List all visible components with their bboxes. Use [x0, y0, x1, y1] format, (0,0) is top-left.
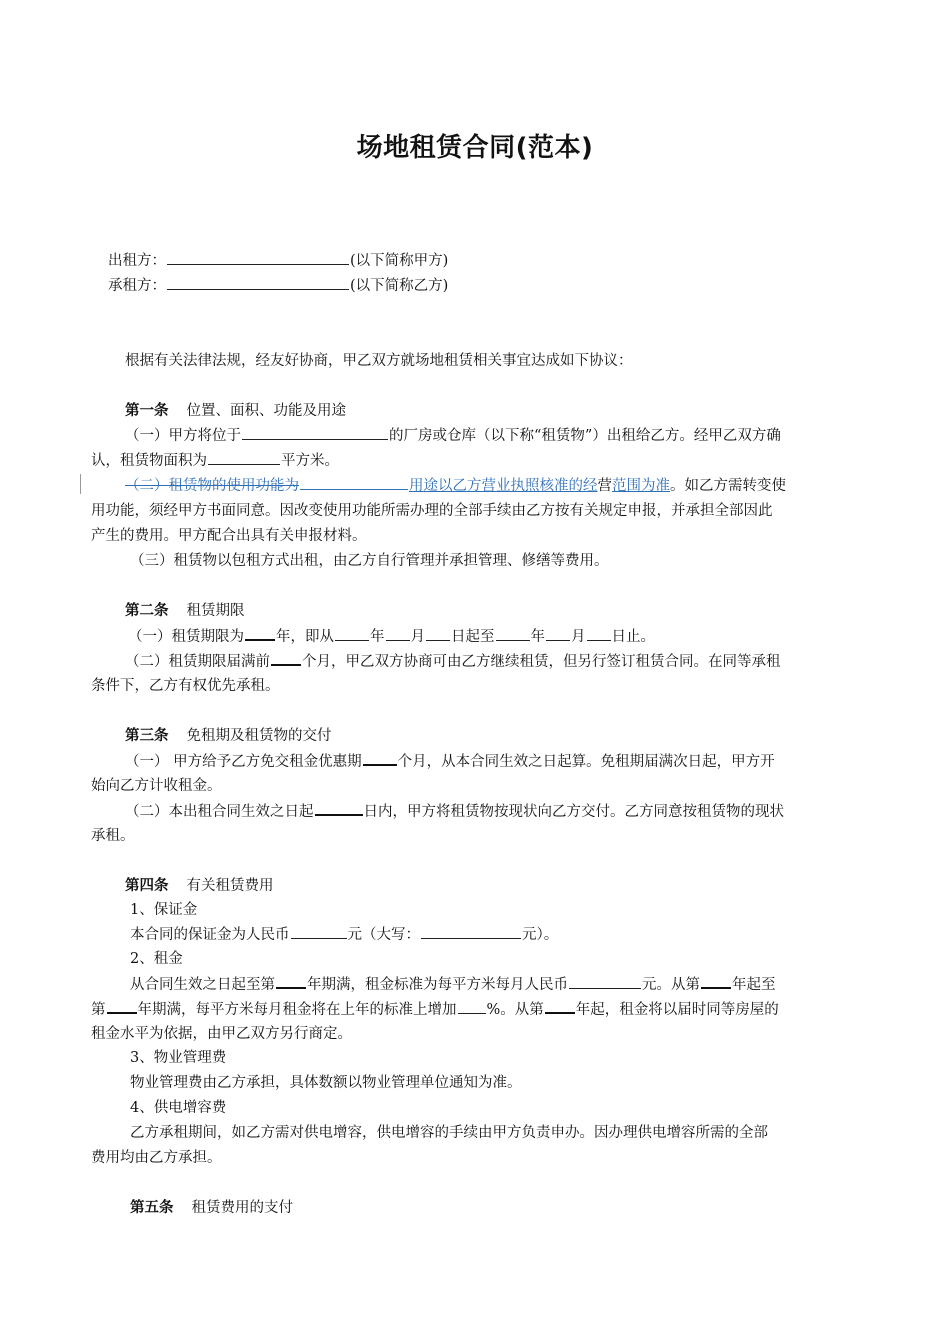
article-5-number: 第五条	[130, 1200, 174, 1216]
revision-mark-bar	[80, 474, 81, 494]
art1-p3: （三）租赁物以包租方式出租，由乙方自行管理并承担管理、修缮等费用。	[130, 553, 609, 569]
power-fee-title: 4、供电增容费	[130, 1100, 227, 1116]
art3-p2-text-b: 日内，甲方将租赁物按现状向乙方交付。乙方同意按租赁物的现状	[363, 804, 784, 820]
art2-text-b: 年，即从	[276, 629, 334, 645]
rent-line2	[91, 999, 779, 1020]
article-3-number: 第三条	[125, 728, 169, 744]
art2-text-a: （一）租赁期限为	[128, 629, 244, 645]
art1-p1-text-c: 认，租赁物面积为	[91, 453, 207, 469]
rent-free-months-blank[interactable]	[363, 751, 397, 766]
art1-p1-text-d: 平方米。	[281, 453, 339, 469]
article-2-number: 第二条	[125, 603, 169, 619]
article-2-title: 租赁期限	[186, 603, 245, 619]
lessor-line	[108, 251, 448, 271]
art3-p1-line1	[125, 751, 775, 772]
art2-p1	[128, 626, 655, 647]
start-day-blank[interactable]	[426, 627, 450, 641]
article-1-title: 位置、面积、功能及用途	[186, 403, 346, 419]
deposit-text-b: 元（大写：	[347, 927, 420, 943]
art3-p1-text-b: 个月，从本合同生效之日起算。免租期届满次日起，甲方开	[397, 754, 775, 770]
lessor-label: 出租方：	[108, 253, 166, 269]
location-blank[interactable]	[242, 426, 388, 440]
art1-p1-line1	[125, 426, 781, 446]
rent-text-g: %。从第	[486, 1002, 544, 1018]
lessor-blank[interactable]	[167, 251, 349, 265]
rent-text-e: 第	[91, 1002, 106, 1018]
art3-p1-line2: 始向乙方计收租金。	[91, 778, 222, 794]
article-2-heading	[125, 601, 245, 621]
art2-text-h: 日止。	[611, 629, 655, 645]
art3-p2-text-a: （二）本出租合同生效之日起	[125, 804, 314, 820]
article-1-number: 第一条	[125, 403, 169, 419]
article-1-heading	[125, 401, 346, 421]
rent-text-f: 年期满，每平方米每月租金将在上年的标准上增加	[137, 1002, 457, 1018]
lessee-label: 承租方：	[108, 278, 166, 294]
article-4-title: 有关租赁费用	[186, 878, 274, 894]
renewal-months-blank[interactable]	[271, 651, 301, 666]
article-5-title: 租赁费用的支付	[191, 1200, 293, 1216]
end-month-blank[interactable]	[546, 627, 570, 641]
art2-text-f: 年	[530, 629, 545, 645]
rent-title: 2、租金	[130, 951, 183, 967]
lessee-blank[interactable]	[167, 276, 349, 290]
art1-p1-text-b: 的厂房或仓库（以下称“租赁物”）出租给乙方。经甲乙双方确	[389, 428, 781, 444]
area-blank[interactable]	[208, 451, 280, 465]
article-3-title: 免租期及租赁物的交付	[186, 728, 332, 744]
art2-text-d: 月	[410, 629, 425, 645]
article-5-heading	[130, 1198, 293, 1218]
art2-text-c: 年	[370, 629, 385, 645]
start-year-blank[interactable]	[335, 627, 369, 641]
increase-percent-blank[interactable]	[458, 1000, 486, 1014]
intro-paragraph: 根据有关法律法规，经友好协商，甲乙双方就场地租赁相关事宜达成如下协议：	[125, 353, 633, 369]
article-3-heading	[125, 726, 332, 746]
page-title: 场地租赁合同(范本)	[356, 133, 594, 163]
art3-p2-line2: 承租。	[91, 828, 135, 844]
lessee-suffix: (以下简称乙方)	[350, 278, 449, 294]
art3-p1-text-a: （一） 甲方给予乙方免交租金优惠期	[125, 754, 362, 770]
deposit-amount-blank[interactable]	[291, 925, 347, 939]
art1-p2-line2: 用功能，须经甲方书面同意。因改变使用功能所需办理的全部手续由乙方按有关规定申报，并承担全部因此	[91, 503, 773, 519]
increase-start-year-blank[interactable]	[701, 974, 731, 989]
deposit-text-c: 元）。	[522, 927, 559, 943]
art2-text-e: 日起至	[451, 629, 495, 645]
power-fee-line1: 乙方承租期间，如乙方需对供电增容，供电增容的手续由甲方负责申办。因办理供电增容所需的全部	[130, 1125, 768, 1141]
plain-text: 营	[597, 478, 612, 494]
art1-p2-line3: 产生的费用。甲方配合出具有关申报材料。	[91, 528, 367, 544]
deposit-line	[130, 925, 558, 945]
rent-text-c: 元。从第	[642, 977, 700, 993]
term-years-blank[interactable]	[245, 626, 275, 641]
article-4-heading	[125, 876, 274, 896]
end-day-blank[interactable]	[587, 627, 611, 641]
property-fee-text: 物业管理费由乙方承担，具体数额以物业管理单位通知为准。	[130, 1075, 522, 1091]
rent-line3: 租金水平为依据，由甲乙双方另行商定。	[91, 1026, 352, 1042]
art2-p2-text-b: 个月，甲乙双方协商可由乙方继续租赁，但另行签订租赁合同。在同等承租	[302, 654, 781, 670]
art1-p1-text-a: （一）甲方将位于	[125, 428, 241, 444]
art1-p1-line2	[91, 451, 339, 471]
art2-text-g: 月	[571, 629, 586, 645]
revised-text-1: 用途以乙方营业执照核准的经	[409, 478, 598, 494]
rent-line1	[130, 974, 776, 995]
end-year-blank[interactable]	[496, 627, 530, 641]
revised-text-2: 范围为准	[612, 478, 670, 494]
rent-amount-blank[interactable]	[569, 975, 641, 989]
art2-p2-line2: 条件下，乙方有权优先承租。	[91, 678, 280, 694]
property-fee-title: 3、物业管理费	[130, 1050, 227, 1066]
rent-text-d: 年起至	[732, 977, 776, 993]
rent-text-h: 年起，租金将以届时同等房屋的	[575, 1002, 779, 1018]
deposit-words-blank[interactable]	[421, 925, 521, 939]
increase-end-year-blank[interactable]	[107, 999, 137, 1014]
art3-p2-line1	[125, 801, 784, 822]
start-month-blank[interactable]	[386, 627, 410, 641]
art2-p2-text-a: （二）租赁期限届满前	[125, 654, 270, 670]
lessee-line	[108, 276, 448, 296]
art1-p2-rest: 。如乙方需转变使	[670, 478, 786, 494]
art1-p2-line1	[125, 476, 786, 496]
renegotiate-year-blank[interactable]	[545, 999, 575, 1014]
rent-text-a: 从合同生效之日起至第	[130, 977, 275, 993]
struck-text: （二）租赁物的使用功能为	[125, 478, 299, 494]
deposit-text-a: 本合同的保证金为人民币	[130, 927, 290, 943]
lessor-suffix: (以下简称甲方)	[350, 253, 449, 269]
article-4-number: 第四条	[125, 878, 169, 894]
power-fee-line2: 费用均由乙方承担。	[91, 1150, 222, 1166]
use-blank[interactable]	[300, 476, 408, 490]
deposit-title: 1、保证金	[130, 902, 198, 918]
rent-period-years-blank[interactable]	[276, 974, 306, 989]
rent-text-b: 年期满，租金标准为每平方米每月人民币	[307, 977, 568, 993]
art2-p2-line1	[125, 651, 781, 672]
delivery-days-blank[interactable]	[315, 801, 363, 816]
